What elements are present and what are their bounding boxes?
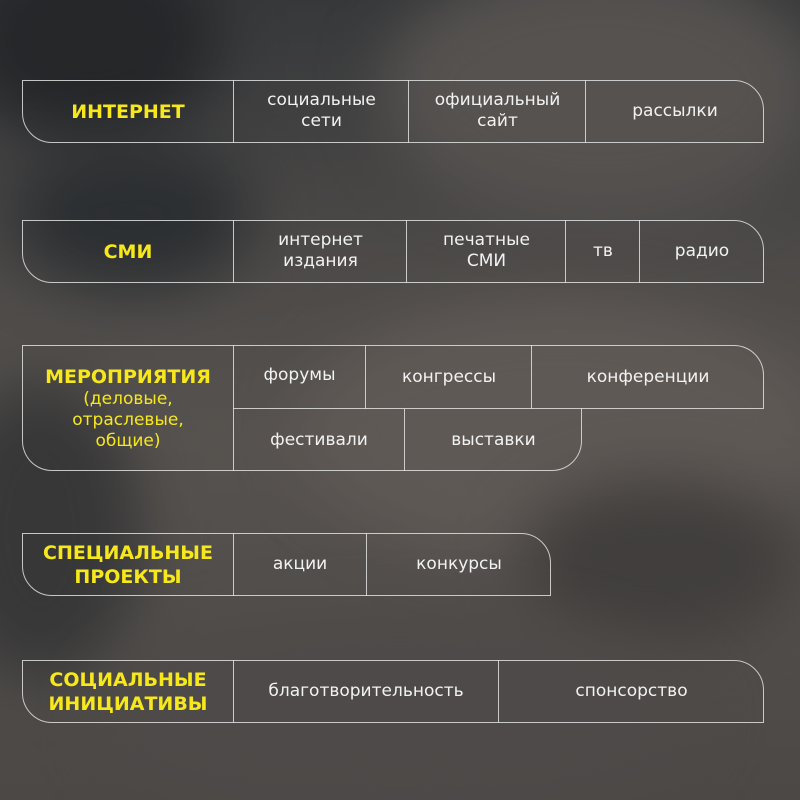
item-official-site: официальный сайт [434,90,561,131]
item-charity: благотворительность [268,680,464,701]
section-title-media: СМИ [103,240,153,263]
item-promotions: акции [272,553,328,574]
item-congresses: конгрессы [401,366,497,387]
item-festivals: фестивали [270,429,368,450]
item-forums: форумы [263,364,336,385]
item-tv: тв [593,240,613,261]
item-sponsorship: спонсорство [575,680,688,701]
section-title-internet: ИНТЕРНЕТ [71,100,185,123]
item-exhibitions: выставки [451,429,536,450]
section-subtitle-events: (деловые, отраслевые, общие) [72,388,184,451]
section-title-events-wrap [22,345,234,471]
item-internet-publications: интернет издания [278,230,363,271]
section-title-special-projects: СПЕЦИАЛЬНЫЕ ПРОЕКТЫ [43,541,213,588]
item-conferences: конференции [586,366,710,387]
section-title-events: МЕРОПРИЯТИЯ [45,365,211,388]
item-contests: конкурсы [416,553,502,574]
item-social-networks: социальные сети [267,90,376,131]
item-mailings: рассылки [632,100,718,121]
item-print-media: печатные СМИ [443,230,530,271]
item-radio: радио [674,240,730,261]
section-title-social-initiatives: СОЦИАЛЬНЫЕ ИНИЦИАТИВЫ [48,668,208,715]
